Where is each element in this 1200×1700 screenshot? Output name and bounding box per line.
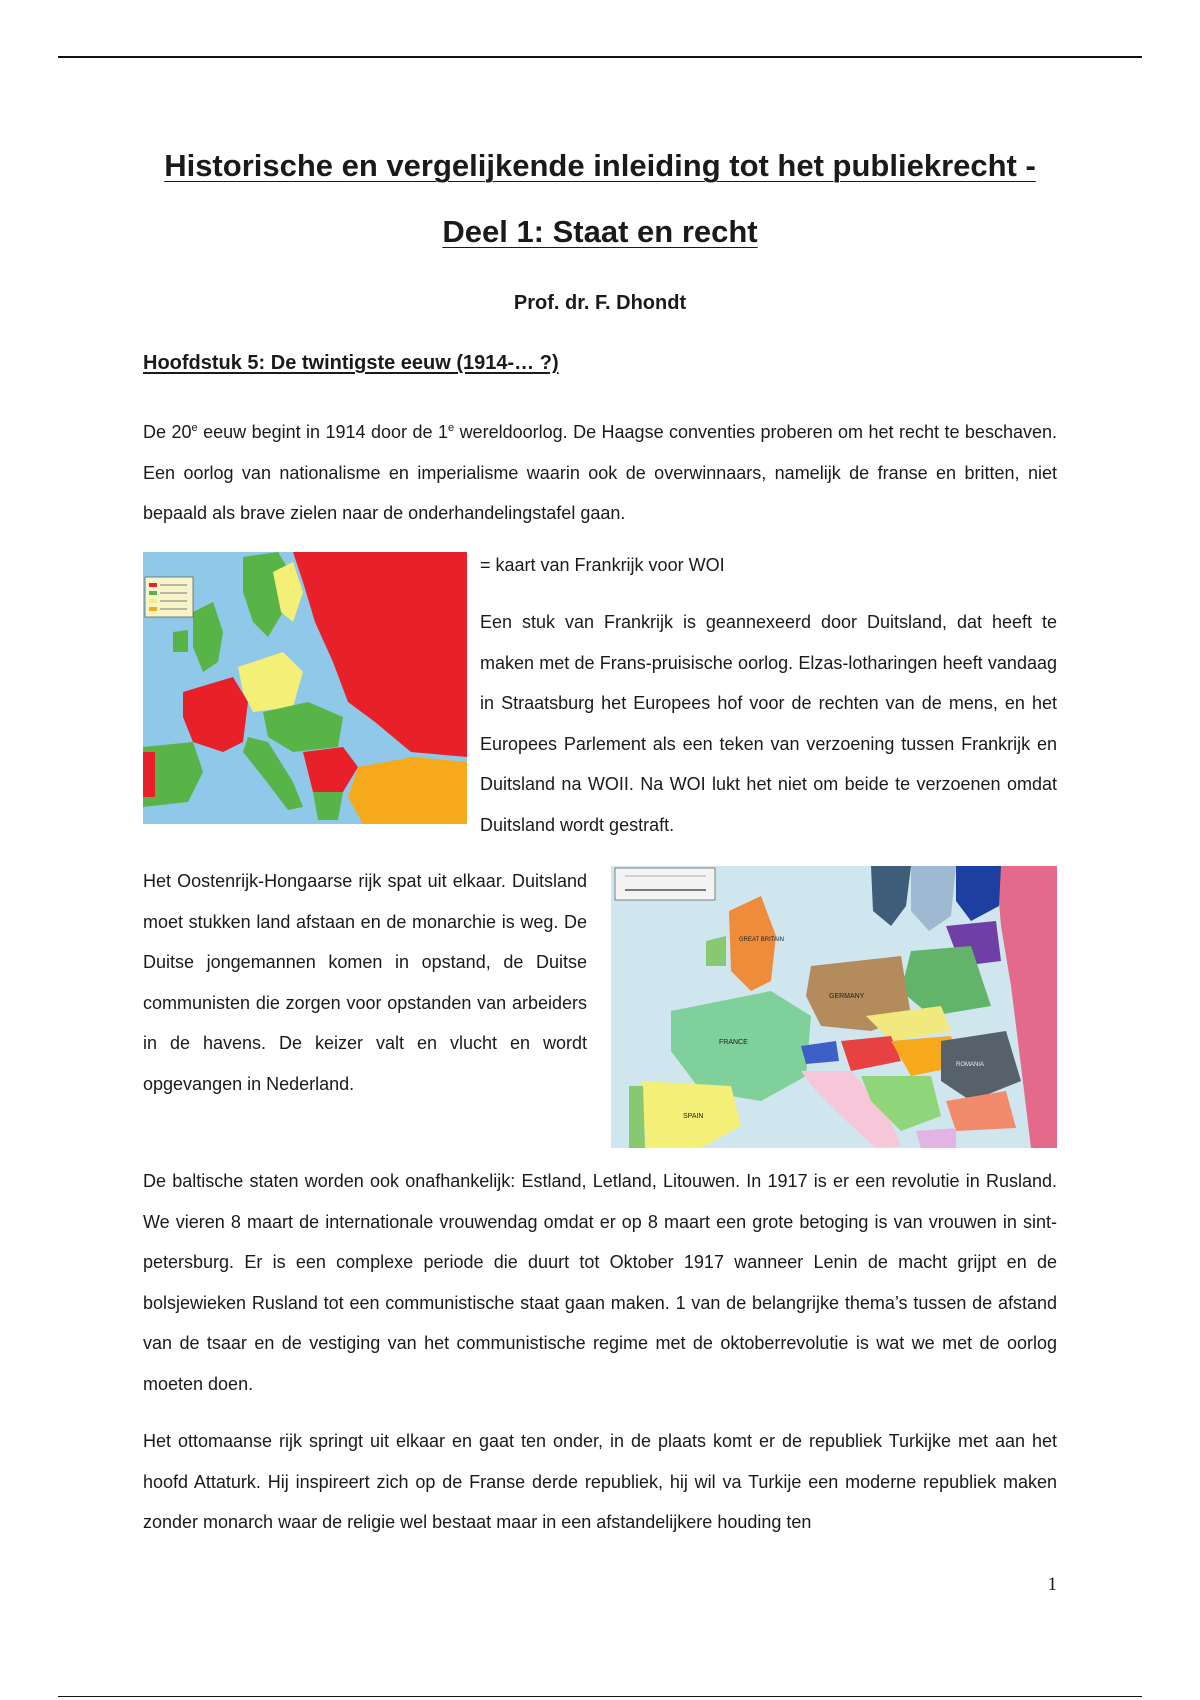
map-label-spain: SPAIN <box>683 1113 704 1120</box>
document-title <box>143 133 1057 265</box>
europe-map-post-wwi <box>611 866 1057 1148</box>
map-label-germany: GERMANY <box>829 993 865 1000</box>
superscript-e: e <box>447 422 455 434</box>
paragraph-1 <box>143 408 1057 534</box>
top-rule <box>58 56 1142 58</box>
author: Prof. dr. F. Dhondt <box>513 292 687 314</box>
paragraph-1-part-a: De 20 <box>143 422 192 442</box>
paragraph-2: Een stuk van Frankrijk is geannexeerd door Duitsland, dat heeft te maken met de Frans-pruisische oorlog. Elzas-lotharingen heeft vandaag in Straatsburg het Europees hof voor de rechten van de mens, en het Europees Parlement als een teken van verzoening tussen Frankrijk en Duitsland na WOII. Na WOI lukt het niet om beide te verzoenen omdat Duitsland wordt gestraft. <box>480 612 1057 835</box>
title-line-1: Historische en vergelijkende inleiding tot het publiekrecht - <box>164 148 1036 183</box>
page-number: 1 <box>1047 1574 1057 1595</box>
map-label-france: FRANCE <box>719 1039 748 1046</box>
bottom-rule <box>58 1696 1142 1697</box>
chapter-heading: Hoofdstuk 5: De twintigste eeuw (1914-… ?) <box>143 352 559 374</box>
paragraph-1-part-b: eeuw begint in 1914 door de 1 <box>197 422 448 442</box>
map-label-britain: GREAT BRITAIN <box>739 937 785 943</box>
paragraph-4: De baltische staten worden ook onafhankelijk: Estland, Letland, Litouwen. In 1917 is er een revolutie in Rusland. We vieren 8 maart de internationale vrouwendag omdat er op 8 maart een grote betoging is van vrouwen in sint-petersburg. Er is een complexe periode die duurt tot Oktober 1917 wanneer Lenin de macht grijpt en de bolsjewieken Rusland tot een communistische staat gaan maken. 1 van de belangrijke thema’s tussen de afstand van de tsaar en de vestiging van het communistische regime met de oktoberrevolutie is wat we met de oorlog moeten doen. <box>143 1171 1057 1394</box>
superscript-e: e <box>191 422 198 434</box>
map-caption: = kaart van Frankrijk voor WOI <box>480 555 725 575</box>
map-label-romania: ROMANIA <box>956 1062 985 1068</box>
title-line-2: Deel 1: Staat en recht <box>442 214 758 249</box>
paragraph-1-part-c: wereldoorlog. De Haagse conventies proberen om het recht te beschaven. Een oorlog van nationalisme en imperialisme waarin ook de overwinnaars, namelijk de franse en britten, niet bepaald als brave zielen naar de onderhandelingstafel gaan. <box>143 422 1057 523</box>
paragraph-3: Het Oostenrijk-Hongaarse rijk spat uit elkaar. Duitsland moet stukken land afstaan en de monarchie is weg. De Duitse jongemannen komen in opstand, de Duitse communisten die zorgen voor opstanden van arbeiders in de havens. De keizer valt en vlucht en wordt opgevangen in Nederland. <box>143 871 587 1094</box>
paragraph-5: Het ottomaanse rijk springt uit elkaar en gaat ten onder, in de plaats komt er de republiek Turkijke met aan het hoofd Attaturk. Hij inspireert zich op de Franse derde republiek, hij wil va Turkije een moderne republiek maken zonder monarch waar de religie wel bestaat maar in een afstandelijkere houding ten <box>143 1431 1057 1532</box>
europe-map-pre-wwi <box>143 552 467 824</box>
